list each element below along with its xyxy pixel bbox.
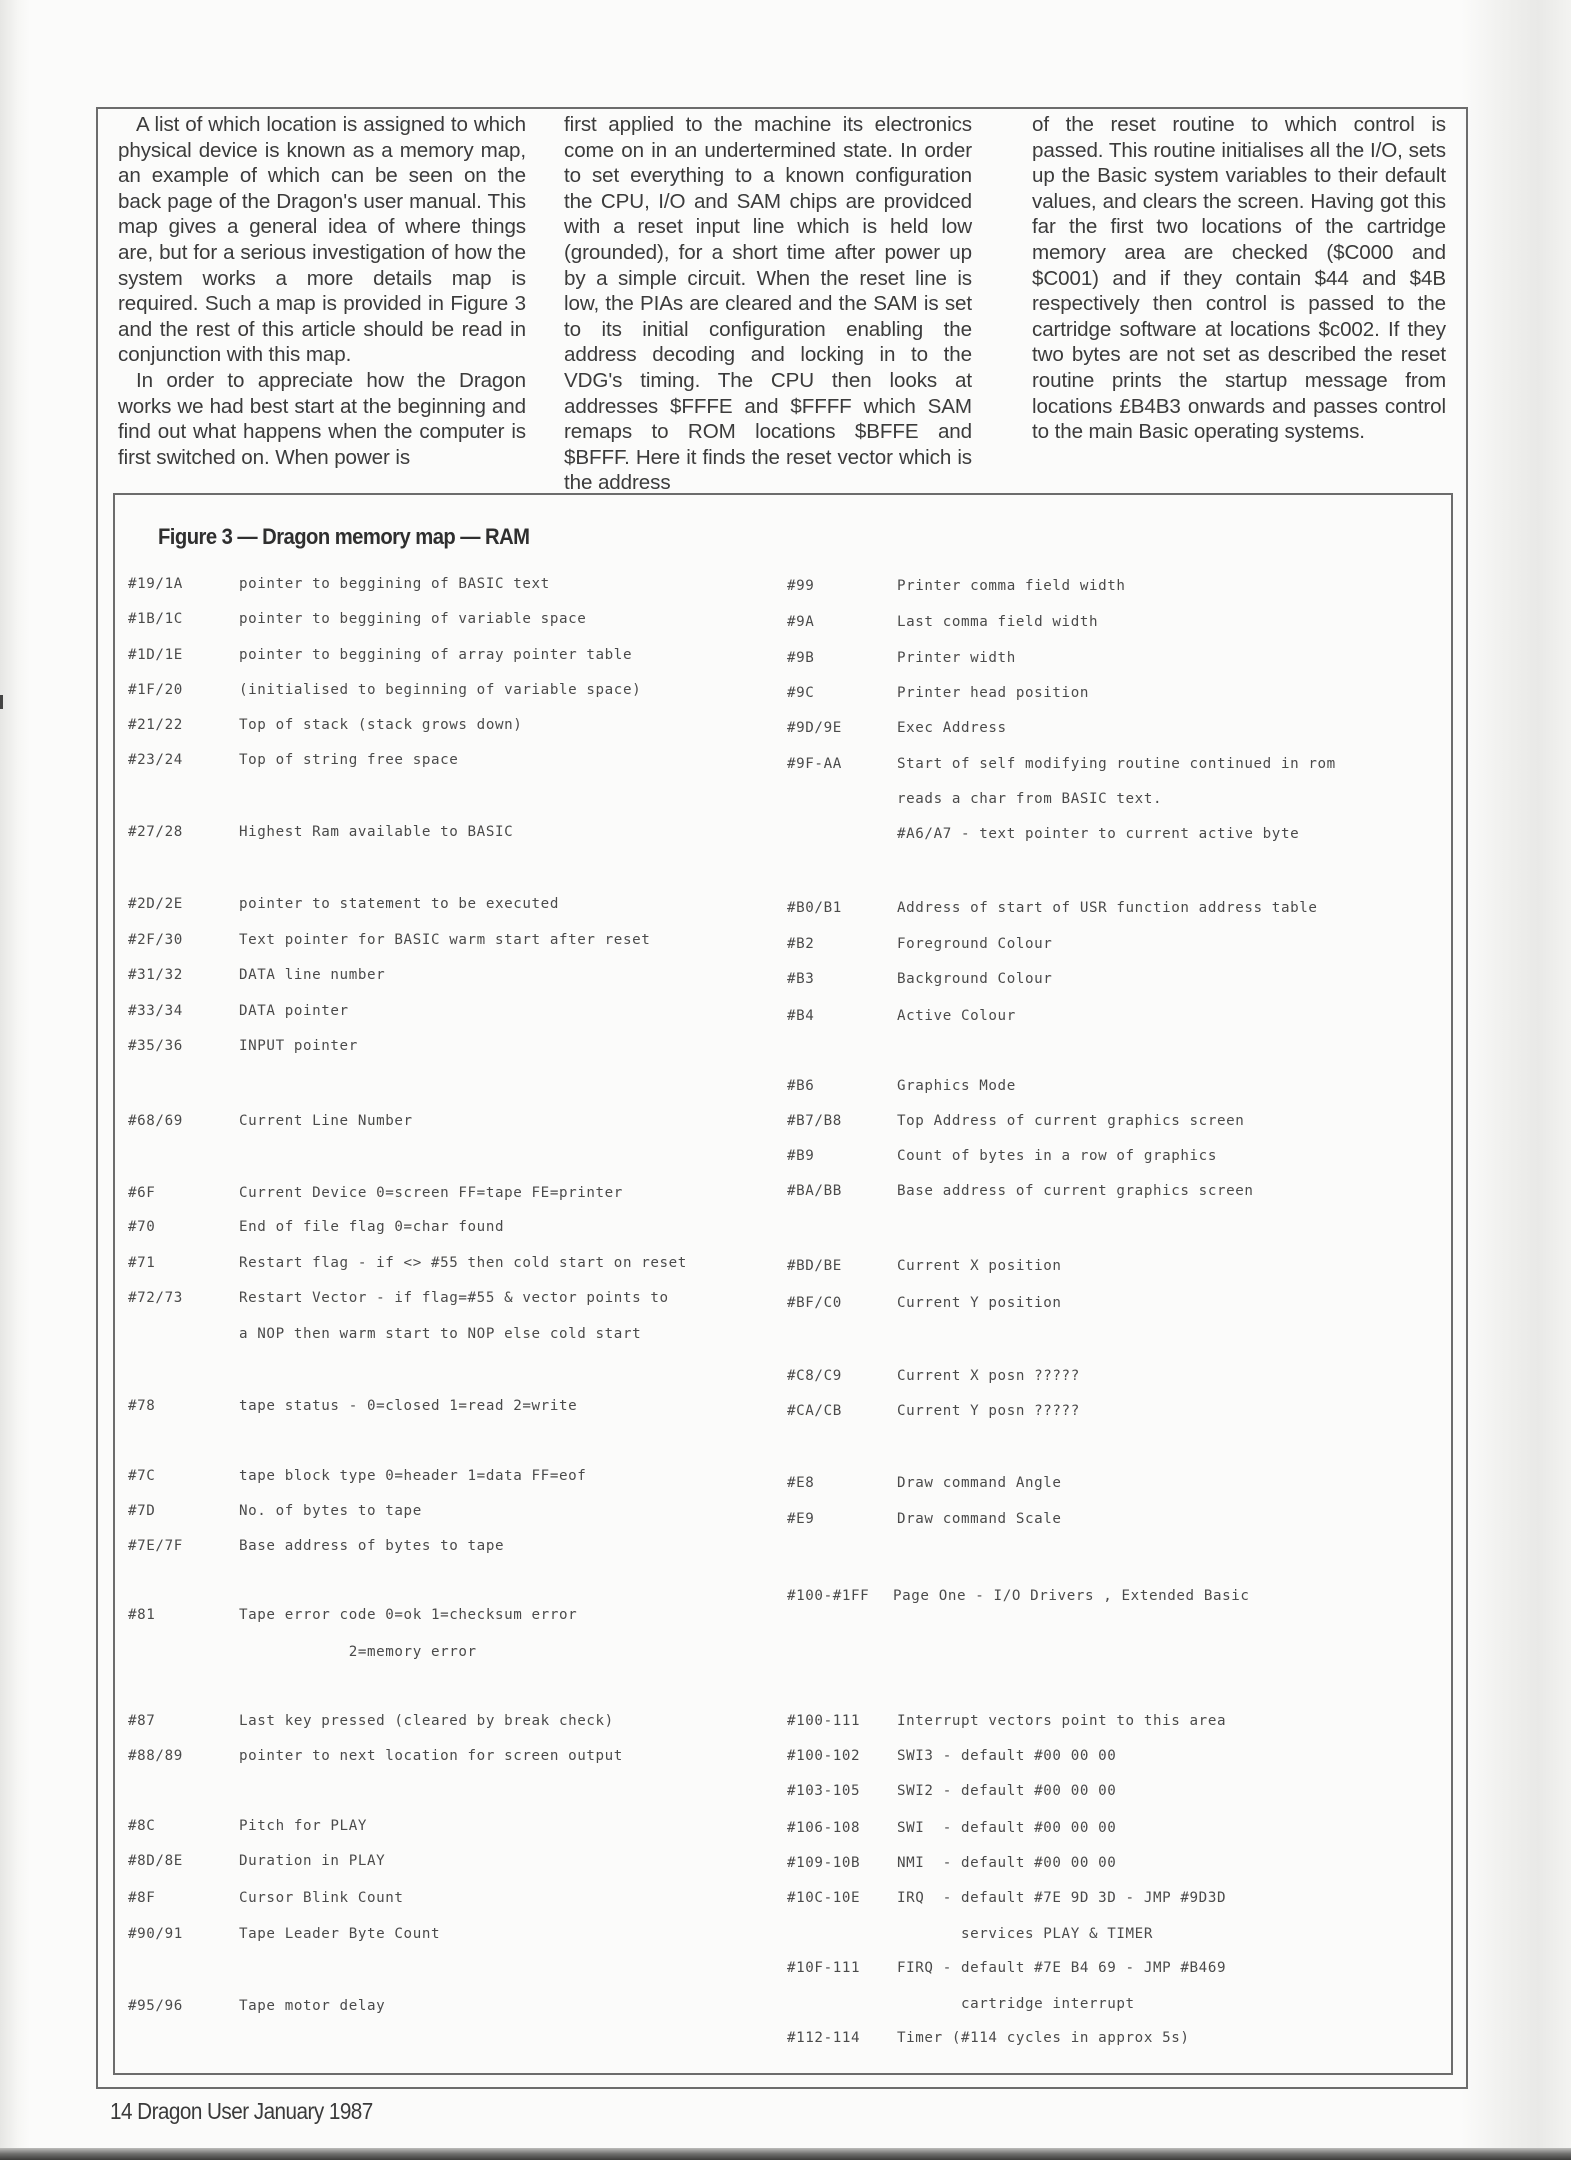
memory-description: services PLAY & TIMER — [897, 1926, 1153, 1942]
memory-address: #33/34 — [128, 1003, 183, 1019]
memory-description: Interrupt vectors point to this area — [897, 1713, 1227, 1729]
memory-description: IRQ - default #7E 9D 3D - JMP #9D3D — [897, 1890, 1227, 1906]
memory-address: #90/91 — [128, 1926, 183, 1942]
memory-description: No. of bytes to tape — [239, 1503, 422, 1519]
memory-description: pointer to beggining of variable space — [239, 611, 587, 627]
memory-description: Cursor Blink Count — [239, 1890, 404, 1906]
memory-description: Top of stack (stack grows down) — [239, 717, 523, 733]
memory-address: #B0/B1 — [787, 900, 842, 916]
memory-description: Top of string free space — [239, 752, 459, 768]
memory-description: Current X posn ????? — [897, 1368, 1080, 1384]
memory-address: #BF/C0 — [787, 1295, 842, 1311]
memory-description: (initialised to beginning of variable space) — [239, 682, 642, 698]
memory-address: #B7/B8 — [787, 1113, 842, 1129]
memory-description: pointer to beggining of BASIC text — [239, 576, 550, 592]
memory-address: #10C-10E — [787, 1890, 861, 1906]
memory-address: #9A — [787, 614, 815, 630]
memory-address: #23/24 — [128, 752, 183, 768]
memory-address: #35/36 — [128, 1038, 183, 1054]
memory-description: Draw command Scale — [897, 1511, 1062, 1527]
memory-address: #8D/8E — [128, 1853, 183, 1869]
paragraph: In order to appreciate how the Dragon works we had best start at the beginning and find out what happens when the computer is first switched on. When power is — [118, 368, 526, 469]
memory-description: cartridge interrupt — [897, 1996, 1135, 2012]
paragraph: of the reset routine to which control is passed. This routine initialises all the I/O, sets up the Basic system variables to their default values, and clears the screen. Having got this far the first two locations of the cartridge memory area are checked ($C000 and $C001) and if they contain $44 and $4B respectively then control is passed to the cartridge software at locations $c002. If they two bytes are not set as described the reset routine prints the startup message from locations £B4B3 onwards and passes control to the main Basic operating systems. — [1032, 113, 1446, 444]
memory-address: #109-10B — [787, 1855, 861, 1871]
memory-description: tape status - 0=closed 1=read 2=write — [239, 1398, 578, 1414]
memory-address: #103-105 — [787, 1783, 861, 1799]
memory-description: Top Address of current graphics screen — [897, 1113, 1245, 1129]
memory-description: Current Line Number — [239, 1113, 413, 1129]
memory-address: #78 — [128, 1398, 156, 1414]
article-column-3 — [1032, 112, 1446, 445]
memory-address: #C8/C9 — [787, 1368, 842, 1384]
article-column-1 — [118, 112, 526, 470]
page-footer: 14 Dragon User January 1987 — [110, 2098, 373, 2124]
memory-address: #100-#1FF — [787, 1588, 870, 1604]
article-column-2 — [564, 112, 972, 496]
binding-mark — [0, 695, 3, 709]
memory-description: Restart flag - if <> #55 then cold start on reset — [239, 1255, 687, 1271]
memory-description: SWI3 - default #00 00 00 — [897, 1748, 1117, 1764]
memory-description: Page One - I/O Drivers , Extended Basic — [893, 1588, 1250, 1604]
memory-description: Address of start of USR function address table — [897, 900, 1318, 916]
memory-address: #71 — [128, 1255, 156, 1271]
memory-description: DATA pointer — [239, 1003, 349, 1019]
memory-address: #8F — [128, 1890, 156, 1906]
memory-address: #100-102 — [787, 1748, 861, 1764]
article-body — [118, 112, 1452, 495]
memory-description: Background Colour — [897, 971, 1053, 987]
memory-description: Draw command Angle — [897, 1475, 1062, 1491]
memory-description: Restart Vector - if flag=#55 & vector points to — [239, 1290, 669, 1306]
memory-description: DATA line number — [239, 967, 386, 983]
memory-description: #A6/A7 - text pointer to current active byte — [897, 826, 1300, 842]
memory-description: Tape error code 0=ok 1=checksum error — [239, 1607, 578, 1623]
memory-address: #B9 — [787, 1148, 815, 1164]
memory-address: #9D/9E — [787, 720, 842, 736]
memory-description: Active Colour — [897, 1008, 1016, 1024]
memory-address: #106-108 — [787, 1820, 861, 1836]
memory-address: #7E/7F — [128, 1538, 183, 1554]
memory-address: #70 — [128, 1219, 156, 1235]
memory-description: Current Y position — [897, 1295, 1062, 1311]
memory-address: #9C — [787, 685, 815, 701]
memory-address: #E8 — [787, 1475, 815, 1491]
memory-address: #B2 — [787, 936, 815, 952]
memory-description: SWI2 - default #00 00 00 — [897, 1783, 1117, 1799]
memory-description: FIRQ - default #7E B4 69 - JMP #B469 — [897, 1960, 1227, 1976]
memory-address: #27/28 — [128, 824, 183, 840]
memory-description: Base address of current graphics screen — [897, 1183, 1254, 1199]
memory-address: #87 — [128, 1713, 156, 1729]
memory-address: #31/32 — [128, 967, 183, 983]
memory-description: NMI - default #00 00 00 — [897, 1855, 1117, 1871]
memory-description: Count of bytes in a row of graphics — [897, 1148, 1217, 1164]
memory-description: Printer head position — [897, 685, 1089, 701]
memory-description: tape block type 0=header 1=data FF=eof — [239, 1468, 587, 1484]
memory-description: pointer to beggining of array pointer table — [239, 647, 633, 663]
memory-address: #E9 — [787, 1511, 815, 1527]
memory-address: #9F-AA — [787, 756, 842, 772]
memory-description: 2=memory error — [239, 1644, 477, 1660]
memory-address: #BD/BE — [787, 1258, 842, 1274]
memory-description: Current X position — [897, 1258, 1062, 1274]
memory-address: #88/89 — [128, 1748, 183, 1764]
memory-description: Timer (#114 cycles in approx 5s) — [897, 2030, 1190, 2046]
memory-description: Printer width — [897, 650, 1016, 666]
page-edge-shadow-right — [1461, 0, 1571, 2150]
memory-address: #99 — [787, 578, 815, 594]
memory-address: #7C — [128, 1468, 156, 1484]
memory-description: Last key pressed (cleared by break check) — [239, 1713, 614, 1729]
memory-address: #2F/30 — [128, 932, 183, 948]
memory-address: #9B — [787, 650, 815, 666]
memory-address: #21/22 — [128, 717, 183, 733]
paragraph: first applied to the machine its electronics come on in an undertermined state. In order to set everything to a known configuration the CPU, I/O and SAM chips are providced with a reset input line which is held low (grounded), for a short time after power up by a simple circuit. When the reset line is low, the PIAs are cleared and the SAM is set to its initial configuration enabling the address decoding and locking in to the VDG's timing. The CPU then looks at addresses $FFFE and $FFFF which SAM remaps to ROM locations $BFFE and $BFFF. Here it finds the reset vector which is the address — [564, 113, 972, 495]
memory-description: Printer comma field width — [897, 578, 1126, 594]
memory-address: #B4 — [787, 1008, 815, 1024]
paragraph: A list of which location is assigned to which physical device is known as a memory map, an example of which can be seen on the back page of the Dragon's user manual. This map gives a general idea of where things are, but for a serious investigation of how the system works a more details map is required. Such a map is provided in Figure 3 and the rest of this article should be read in conjunction with this map. — [118, 113, 526, 367]
memory-description: Graphics Mode — [897, 1078, 1016, 1094]
memory-description: a NOP then warm start to NOP else cold start — [239, 1326, 642, 1342]
memory-address: #1D/1E — [128, 647, 183, 663]
memory-description: Start of self modifying routine continued in rom — [897, 756, 1336, 772]
memory-address: #2D/2E — [128, 896, 183, 912]
memory-address: #95/96 — [128, 1998, 183, 2014]
memory-description: Duration in PLAY — [239, 1853, 386, 1869]
memory-description: Foreground Colour — [897, 936, 1053, 952]
memory-description: Tape Leader Byte Count — [239, 1926, 441, 1942]
memory-description: Text pointer for BASIC warm start after reset — [239, 932, 651, 948]
memory-description: INPUT pointer — [239, 1038, 358, 1054]
memory-address: #8C — [128, 1818, 156, 1834]
memory-address: #10F-111 — [787, 1960, 861, 1976]
memory-description: reads a char from BASIC text. — [897, 791, 1163, 807]
memory-description: Base address of bytes to tape — [239, 1538, 505, 1554]
memory-address: #19/1A — [128, 576, 183, 592]
page-edge-shadow-left — [0, 0, 30, 2150]
memory-address: #72/73 — [128, 1290, 183, 1306]
memory-address: #112-114 — [787, 2030, 861, 2046]
memory-address: #BA/BB — [787, 1183, 842, 1199]
memory-description: Current Device 0=screen FF=tape FE=printer — [239, 1185, 623, 1201]
memory-description: Highest Ram available to BASIC — [239, 824, 514, 840]
memory-address: #7D — [128, 1503, 156, 1519]
memory-address: #B6 — [787, 1078, 815, 1094]
memory-address: #68/69 — [128, 1113, 183, 1129]
memory-description: SWI - default #00 00 00 — [897, 1820, 1117, 1836]
memory-description: pointer to statement to be executed — [239, 896, 559, 912]
memory-address: #1F/20 — [128, 682, 183, 698]
memory-description: Current Y posn ????? — [897, 1403, 1080, 1419]
memory-address: #B3 — [787, 971, 815, 987]
memory-address: #100-111 — [787, 1713, 861, 1729]
memory-address: #6F — [128, 1185, 156, 1201]
figure-title: Figure 3 — Dragon memory map — RAM — [158, 524, 530, 549]
memory-description: Pitch for PLAY — [239, 1818, 367, 1834]
memory-address: #81 — [128, 1607, 156, 1623]
memory-address: #1B/1C — [128, 611, 183, 627]
memory-description: Last comma field width — [897, 614, 1099, 630]
memory-description: pointer to next location for screen output — [239, 1748, 623, 1764]
memory-address: #CA/CB — [787, 1403, 842, 1419]
memory-description: End of file flag 0=char found — [239, 1219, 505, 1235]
memory-description: Tape motor delay — [239, 1998, 386, 2014]
page-bottom-edge — [0, 2148, 1571, 2160]
memory-description: Exec Address — [897, 720, 1007, 736]
